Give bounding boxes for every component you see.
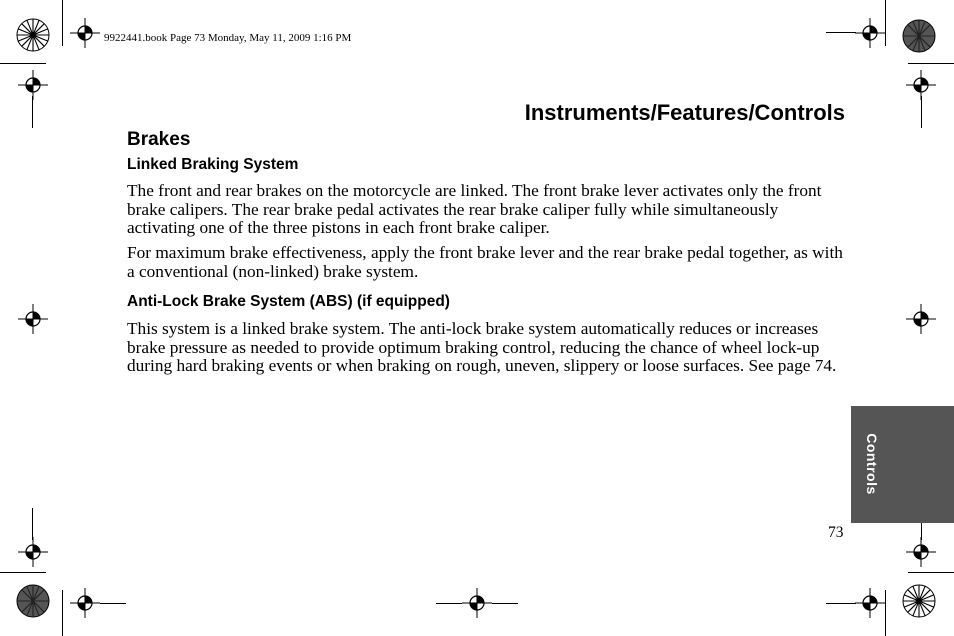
crosshair-circle-icon	[906, 537, 936, 567]
page-number: 73	[828, 524, 844, 541]
crosshair-circle-icon	[18, 304, 48, 334]
trim-line	[921, 96, 922, 128]
trim-line	[436, 603, 462, 604]
trim-line	[32, 508, 33, 540]
crosshair-circle-icon	[462, 588, 492, 618]
crosshair-circle-icon	[906, 304, 936, 334]
trim-line	[0, 572, 46, 573]
trim-line	[908, 63, 954, 64]
side-tab-label: Controls	[864, 433, 880, 495]
trim-line	[826, 603, 856, 604]
subsection-heading-linked-braking: Linked Braking System	[127, 156, 299, 173]
crosshair-circle-icon	[18, 537, 48, 567]
crosshair-circle-icon	[70, 588, 100, 618]
trim-line	[32, 96, 33, 128]
crosshair-circle-icon	[855, 588, 885, 618]
crosshair-circle-icon	[855, 18, 885, 48]
trim-line	[492, 603, 518, 604]
starburst-target-icon	[901, 18, 937, 54]
paragraph-linked-braking-2: For maximum brake effectiveness, apply the front brake lever and the rear brake pedal together, as with a conventional (non-linked) brake system.	[127, 243, 843, 281]
trim-line	[62, 0, 63, 46]
crosshair-circle-icon	[18, 70, 48, 100]
trim-line	[100, 603, 126, 604]
paragraph-linked-braking-1: The front and rear brakes on the motorcycle are linked. The front brake lever activates only the front brake calipers. The rear brake pedal activates the rear brake caliper fully while simultaneously activating one of the three pistons in each front brake caliper.	[127, 181, 822, 238]
subsection-heading-abs: Anti-Lock Brake System (ABS) (if equipped)	[127, 293, 450, 310]
trim-line	[826, 32, 856, 33]
trim-line	[62, 590, 63, 636]
print-slug: 9922441.book Page 73 Monday, May 11, 2009 1:16 PM	[104, 32, 352, 44]
section-heading: Brakes	[127, 129, 191, 150]
starburst-target-icon	[15, 583, 51, 619]
crosshair-circle-icon	[70, 18, 100, 48]
starburst-target-icon	[15, 17, 51, 53]
paragraph-abs-1: This system is a linked brake system. The anti-lock brake system automatically reduces or increases brake pressure as needed to provide optimum braking control, reducing the chance of wheel lock-up during hard braking events or when braking on rough, uneven, slippery or loose surfaces. See page 74.	[127, 319, 837, 376]
page-title: Instruments/Features/Controls	[524, 100, 845, 125]
trim-line	[0, 63, 46, 64]
trim-line	[885, 590, 886, 636]
trim-line	[908, 572, 954, 573]
starburst-target-icon	[901, 583, 937, 619]
trim-line	[885, 0, 886, 46]
